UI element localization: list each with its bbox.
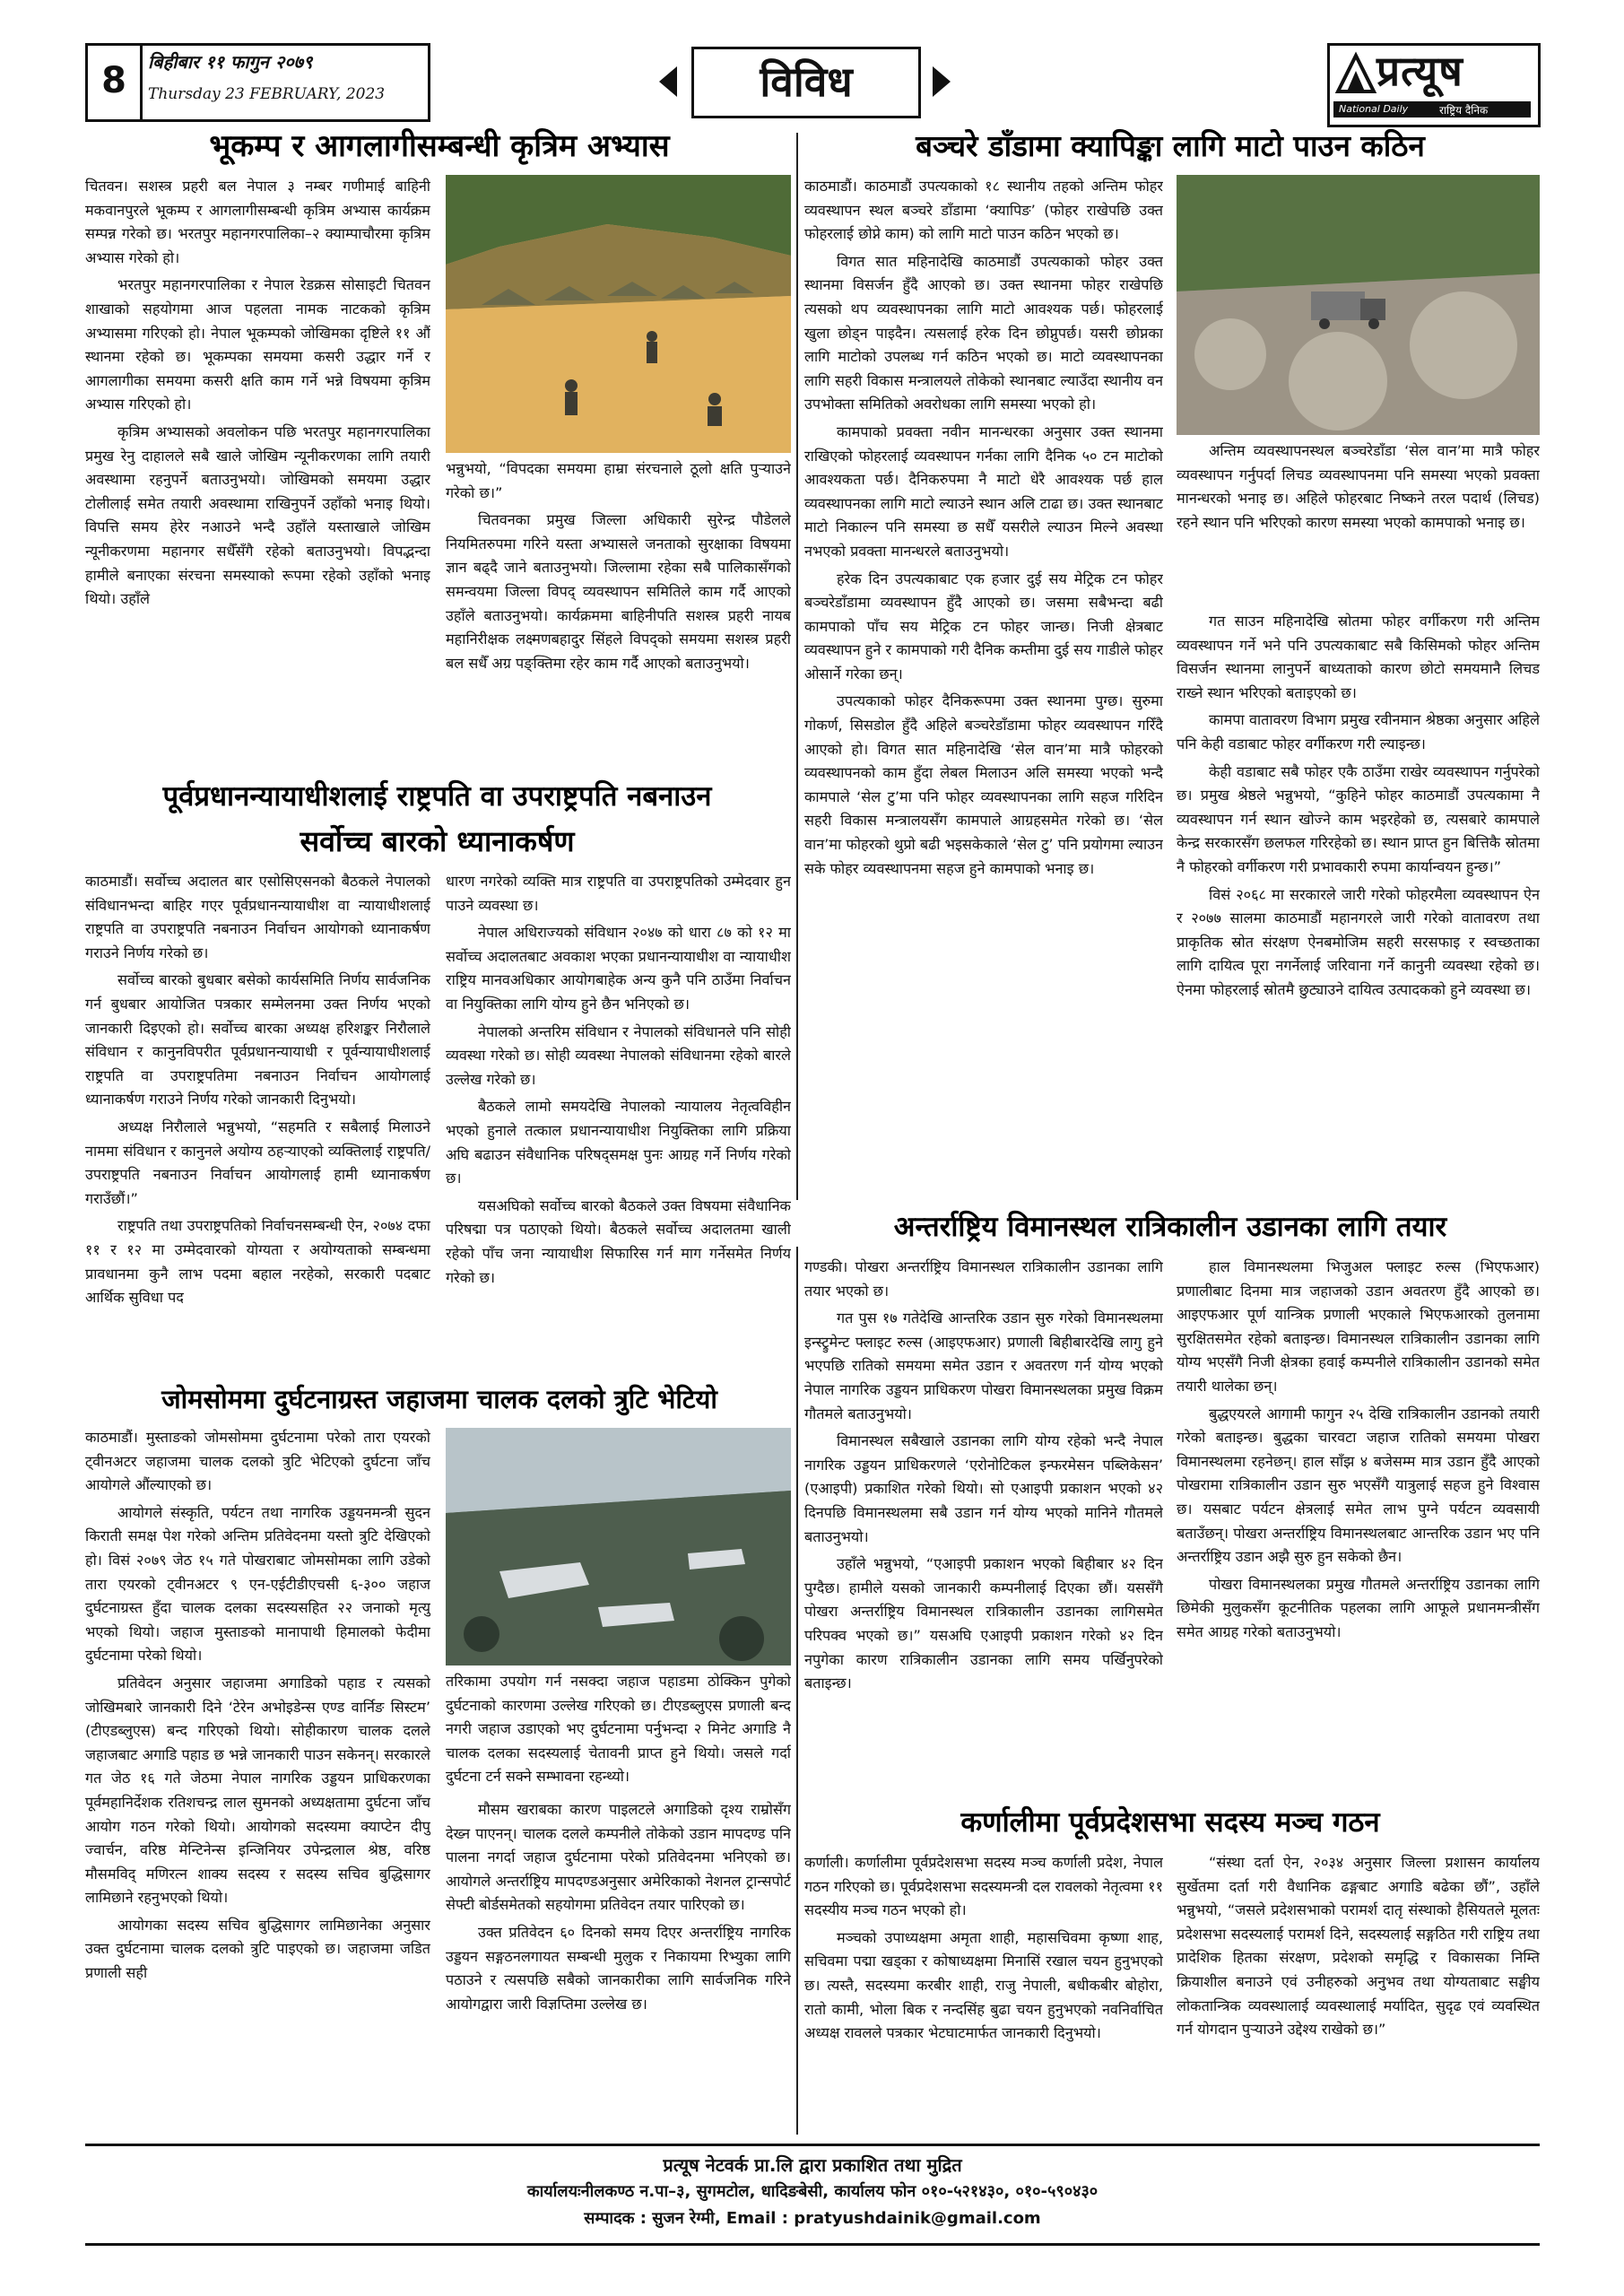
imprint-footer: [85, 2144, 1540, 2246]
logo-sub-nepali: राष्ट्रिय दैनिक: [1439, 104, 1489, 117]
article5-column2: [1177, 1256, 1540, 1794]
article2-paragraph: विसं २०६८ मा सरकारले जारी गरेको फोहरमैला व्यवस्थापन ऐन र २०७७ सालमा काठमाडौं महानगरले जारी गरेको वातावरण तथा प्राकृतिक स्रोत संरक्षण ऐनबमोजिम सहरी सरसफाइ र स्वच्छताका लागि दायित्व पूरा नगर्नेलाई जरिवाना गर्ने कानुनी व्यवस्था रहेको छ। ऐनमा फोहरलाई स्रोतमै छुट्याउने दायित्व उत्पादकको हुने व्यवस्था छ।: [1177, 885, 1540, 998]
logo-name: प्रत्यूष: [1376, 47, 1463, 95]
article3-paragraph: नेपाल अधिराज्यको संविधान २०४७ को धारा ८७ को १२ मा सर्वोच्च अदालतबाट अवकाश भएका प्रधानन्यायाधीश वा न्यायाधीश राष्ट्रिय मानवअधिकार आयोगबाहेक अन्य कुनै पनि ठाउँमा निर्वाचन वा नियुक्तिका लागि योग्य हुने छैन भनिएको छ।: [446, 924, 791, 1013]
article1-headline: भूकम्प र आगलागीसम्बन्धी कृत्रिम अभ्यास: [209, 128, 670, 164]
article1-column2: [446, 457, 791, 821]
article2-caption: अन्तिम व्यवस्थापनस्थल बञ्चरेडाँडा ‘सेल वान’मा मात्रै फोहर व्यवस्थापन गर्नुपर्दा लिचड व्यवस्थापनमा पनि समस्या भएको प्रवक्ता मानन्धरको भनाइ छ। अहिले फोहरबाट निष्कने तरल पदार्थ (लिचड) रहने स्थान पनि भरिएको कारण समस्या भएको कामपाको भनाइ छ।: [1177, 442, 1540, 531]
article2-paragraph: काठमाडौं। काठमाडौं उपत्यकाको १८ स्थानीय तहको अन्तिम फोहर व्यवस्थापन स्थल बञ्चरे डाँडामा ‘क्यापिङ’ (फोहर राखेपछि उक्त फोहरलाई छोप्ने काम) को लागि माटो पाउन कठिन भएको छ।: [804, 178, 1163, 243]
section-nav: [659, 47, 955, 118]
article5-paragraph: गण्डकी। पोखरा अन्तर्राष्ट्रिय विमानस्थल रात्रिकालीन उडानका लागि तयार भएको छ।: [804, 1258, 1163, 1300]
article5-column1: [804, 1256, 1163, 1794]
article2-paragraph: हरेक दिन उपत्यकाबाट एक हजार दुई सय मेट्रिक टन फोहर बञ्चरेडाँडामा व्यवस्थापन हुँदै आएको छ। जसमा सबैभन्दा बढी कामपाको पाँच सय मेट्रिक टन फोहर जान्छ। निजी क्षेत्रबाट व्यवस्थापन हुने र कामपाको गरी दैनिक कम्तीमा दुई सय गाडीले फोहर ओसार्ने गरेका छन्।: [804, 570, 1163, 683]
landfill-site-photo: [1177, 175, 1540, 435]
article3-paragraph: धारण नगरेको व्यक्ति मात्र राष्ट्रपति वा उपराष्ट्रपतिको उम्मेदवार हुन पाउने व्यवस्था छ।: [446, 873, 791, 914]
article2-headline: बञ्चरे डाँडामा क्यापिङ्का लागि माटो पाउन कठिन: [916, 128, 1425, 163]
date-nepali: बिहीबार ११ फागुन २०७९: [148, 51, 313, 73]
article6-column1: [804, 1851, 1163, 2138]
article3-column1: [85, 870, 430, 1372]
article2-paragraph: उपत्यकाको फोहर दैनिकरूपमा उक्त स्थानमा पुग्छ। सुरुमा गोकर्ण, सिसडोल हुँदै अहिले बञ्चरेडाँडामा फोहर व्यवस्थापन गरिँदै आएको हो। विगत सात महिनादेखि ‘सेल वान’मा मात्रै फोहरको व्यवस्थापनको काम हुँदा लेबल मिलाउन अलि समस्या भएको भन्दै कामपाले ‘सेल टु’मा पनि फोहर व्यवस्थापनका लागि सहज गरिदिन सहरी विकास मन्त्रालयसँग कामपाले आग्रहसमेत गरेको छ। ‘सेल वान’मा फोहरको थुप्रो बढी भइसकेकाले ‘सेल टु’ पनि प्रयोगमा ल्याउन सके फोहर व्यवस्थापनमा सहज हुने कामपाको भनाइ छ।: [804, 692, 1163, 877]
footer-publisher: प्रत्यूष नेटवर्क प्रा.लि द्वारा प्रकाशित तथा मुद्रित: [663, 2154, 962, 2176]
article2-paragraph: विगत सात महिनादेखि काठमाडौं उपत्यकाको फोहर उक्त स्थानमा विसर्जन हुँदै आएको छ। उक्त स्थानमा फोहर राखेपछि त्यसको थप व्यवस्थापनका लागि माटो आवश्यक पर्छ। फोहरलाई खुला छोड्न पाइदैन। त्यसलाई हरेक दिन छोप्नुपर्छ। यसरी छोप्नका लागि माटोको उपलब्ध गर्न कठिन भएको छ। माटो व्यवस्थापनका लागि सहरी विकास मन्त्रालयले तोकेको स्थानबाट ल्याउँदा स्थानीय वन उपभोक्ता समितिको अवरोधका लागि समस्या भएको हो।: [804, 252, 1163, 413]
article4-column1: [85, 1426, 430, 2135]
article1-paragraph: भन्नुभयो, “विपदका समयमा हाम्रा संरचनाले ठूलो क्षति पुऱ्याउने गरेको छ।”: [446, 460, 791, 501]
article5-paragraph: गत पुस १७ गतेदेखि आन्तरिक उडान सुरु गरेको विमानस्थलमा इन्स्ट्रुमेन्ट फ्लाइट रुल्स (आइएफआर) प्रणाली बिहीबारदेखि लागु हुने भएपछि रातिको समयमा समेत उडान र अवतरण गर्न योग्य भएको नेपाल नागरिक उड्डयन प्राधिकरण पोखरा विमानस्थलका प्रमुख विक्रम गौतमले बताउनुभयो।: [804, 1309, 1163, 1422]
article4-paragraph: आयोगका सदस्य सचिव बुद्धिसागर लामिछानेका अनुसार उक्त दुर्घटनामा चालक दलको त्रुटि पाइएको छ। जहाजमा जडित प्रणाली सही: [85, 1916, 430, 1982]
article2-paragraph: केही वडाबाट सबै फोहर एकै ठाउँमा राखेर व्यवस्थापन गर्नुपरेको छ। प्रमुख श्रेष्ठले भन्नुभयो, “कुहिने फोहर काठमाडौं उपत्यकामा नै व्यवस्थापन गर्न स्थान खोज्ने काम भइरहेको छ, त्यसबारे कामपाले केन्द्र सरकारसँग छलफल गरिरहेको छ। स्थान प्राप्त हुन बित्तिकै स्रोतमा नै फोहरको वर्गीकरण गरी प्रभावकारी रुपमा कार्यान्वयन हुन्छ।”: [1177, 762, 1540, 875]
right-arrow-icon: [933, 66, 951, 97]
article3-paragraph: सर्वोच्च बारको बुधबार बसेको कार्यसमिति निर्णय सार्वजनिक गर्न बुधबार आयोजित पत्रकार सम्मेलनमा उक्त निर्णय भएको जानकारी दिइएको हो। सर्वोच्च बारका अध्यक्ष हरिशङ्कर निरौलाले संविधान र कानुनविपरीत पूर्वप्रधानन्यायाधी र पूर्वन्यायाधीशलाई राष्ट्रपति वा उपराष्ट्रपतिमा नबनाउन निर्वाचन आयोगलाई ध्यानाकर्षण गराउने निर्णय गरेको जानकारी दिनुभयो।: [85, 971, 430, 1109]
article3-paragraph: बैठकले लामो समयदेखि नेपालको न्यायालय नेतृत्वविहीन भएको हुनाले तत्काल प्रधानन्यायाधीश नियुक्तिका लागि प्रक्रिया अघि बढाउन संवैधानिक परिषद्समक्ष पुनः आग्रह गर्ने निर्णय गरेको छ।: [446, 1098, 791, 1187]
article5-paragraph: पोखरा विमानस्थलका प्रमुख गौतमले अन्तर्राष्ट्रिय उडानका लागि छिमेकी मुलुकसँग कूटनीतिक पहलका लागि आफूले प्रधानमन्त्रीसँग समेत आग्रह गरेको बताउनुभयो।: [1177, 1575, 1540, 1640]
article5-paragraph: बुद्धएयरले आगामी फागुन २५ देखि रात्रिकालीन उडानको तयारी गरेको बताइन्छ। बुद्धका चारवटा जहाज रातिको समयमा पोखरा विमानस्थलमा रहनेछन्। हाल साँझ ४ बजेसम्म मात्र उडान हुँदै आएको पोखरामा रात्रिकालीन उडान सुरु भएसँगै यात्रुलाई सहज हुने विश्वास छ। यसबाट पर्यटन क्षेत्रलाई समेत लाभ पुग्ने पर्यटन व्यवसायी बताउँछन्। पोखरा अन्तर्राष्ट्रिय विमानस्थलबाट आन्तरिक उडान भए पनि अन्तर्राष्ट्रिय उडान अझै सुरु हुन सकेको छैन।: [1177, 1405, 1540, 1566]
masthead: [85, 43, 1538, 124]
article3-subheadline: सर्वोच्च बारको ध्यानाकर्षण: [300, 824, 575, 858]
date-english: Thursday 23 FEBRUARY, 2023: [148, 85, 386, 103]
page-number-box: [85, 43, 143, 122]
article4-headline: जोमसोममा दुर्घटनाग्रस्त जहाजमा चालक दलको त्रुटि भेटियो: [161, 1384, 717, 1414]
plane-wreckage-photo: [446, 1428, 791, 1665]
logo-emblem-icon: [1333, 51, 1378, 96]
page-number: 8: [101, 60, 126, 101]
article5-headline: अन्तर्राष्ट्रिय विमानस्थल रात्रिकालीन उडानका लागि तयार: [893, 1211, 1447, 1243]
article1-paragraph: चितवनका प्रमुख जिल्ला अधिकारी सुरेन्द्र पौडेलले नियमितरुपमा गरिने यस्ता अभ्यासले जनताको सुरक्षाका विषयमा ज्ञान बढ्दै जाने बताउनुभयो। जिल्लामा रहेका सबै पालिकासँगको समन्वयमा जिल्ला विपद् व्यवस्थापन समितिले काम गर्दै आएको उहाँले बताउनुभयो। कार्यक्रममा बाहिनीपति सशस्त्र प्रहरी नायब महानिरीक्षक लक्ष्मणबहादुर सिंहले विपद्को समयमा सशस्त्र प्रहरी बल सधैँ अग्र पङ्क्तिमा रहेर काम गर्दै आएको बताउनुभयो।: [446, 511, 791, 672]
article1-paragraph: चितवन। सशस्त्र प्रहरी बल नेपाल ३ नम्बर गणीमाई बाहिनी मकवानपुरले भूकम्प र आगलागीसम्बन्धी कृत्रिम अभ्यास कार्यक्रम सम्पन्न गरेको छ। भरतपुर महानगरपालिका–२ क्याम्पाचौरमा कृत्रिम अभ्यास गरेको हो।: [85, 178, 430, 266]
article5-paragraph: विमानस्थल सबैखाले उडानका लागि योग्य रहेको भन्दै नेपाल नागरिक उड्डयन प्राधिकरणले ‘एरोनोटिकल इन्फरमेसन पब्लिकेसन’ (एआइपी) प्रकाशित गरेको थियो। सो एआइपी प्रकाशन भएको ४२ दिनपछि विमानस्थलमा सबै उडान गर्न योग्य भएको मानिने गौतमले बताउनुभयो।: [804, 1432, 1163, 1545]
article3-paragraph: राष्ट्रपति तथा उपराष्ट्रपतिको निर्वाचनसम्बन्धी ऐन, २०७४ दफा ११ र १२ मा उम्मेदवारको योग्यता र अयोग्यताको सम्बन्धमा प्रावधानमा कुनै लाभ पदमा बहाल नरहेको, सरकारी पदबाट आर्थिक सुविधा पद: [85, 1217, 430, 1307]
logo-sub-english: National Daily: [1339, 103, 1409, 115]
date-box: [141, 43, 430, 122]
logo-bar: [1333, 101, 1531, 117]
article3-headline: पूर्वप्रधानन्यायाधीशलाई राष्ट्रपति वा उपराष्ट्रपति नबनाउन: [162, 780, 712, 813]
article3-paragraph: नेपालको अन्तरिम संविधान र नेपालको संविधानले पनि सोही व्यवस्था गरेको छ। सोही व्यवस्था नेपालको संविधानमा रहेको बारले उल्लेख गरेको छ।: [446, 1022, 791, 1088]
article2-paragraph: कामपा वातावरण विभाग प्रमुख रवीनमान श्रेष्ठका अनुसार अहिले पनि केही वडाबाट फोहर वर्गीकरण गरी ल्याइन्छ।: [1177, 711, 1540, 752]
left-arrow-icon: [659, 66, 677, 97]
article4-paragraph: काठमाडौं। मुस्ताङको जोमसोममा दुर्घटनामा परेको तारा एयरको ट्वीनअटर जहाजमा चालक दलको त्रुटि भेटिएको दुर्घटना जाँच आयोगले औंल्याएको छ।: [85, 1429, 430, 1494]
section-title: विविध: [760, 57, 853, 106]
article1-paragraph: कृत्रिम अभ्यासको अवलोकन पछि भरतपुर महानगरपालिका प्रमुख रेनु दाहालले सबै खाले जोखिम न्यूनीकरणका लागि तयारी अवस्थामा रहनुपर्ने बताउनुभयो। जोखिमको समयमा उद्धार टोलीलाई समेत तयारी अवस्थामा राखिनुपर्ने उहाँको भनाइ थियो। विपत्ति समय हेरेर नआउने भन्दै उहाँले यस्ताखाले जोखिम न्यूनीकरणमा महानगर सधैँसँगै रहेको बताउनुभयो। विपद्भन्दा हामीले बनाएका संरचना समस्याको रूपमा रहेको उहाँको भनाइ थियो। उहाँले: [85, 422, 430, 608]
article1-column1: [85, 175, 430, 821]
article4-column2: [446, 1798, 791, 2135]
footer-address: कार्यालयःनीलकण्ठ न.पा–३, सुगमटोल, धादिङबेसी, कार्यालय फोन ०१०-५२१४३०, ०१०-५९०४३०: [526, 2182, 1099, 2201]
column-divider: [796, 1247, 798, 2135]
article6-column2: [1177, 1851, 1540, 2138]
article3-paragraph: यसअघिको सर्वोच्च बारको बैठकले उक्त विषयमा संवैधानिक परिषद्मा पत्र पठाएको थियो। बैठकले सर्वोच्च अदालतमा खाली रहेको पाँच जना न्यायाधीश सिफारिस गर्न माग गर्नेसमेत निर्णय गरेको छ।: [446, 1196, 791, 1286]
article2-paragraph: कामपाको प्रवक्ता नवीन मानन्धरका अनुसार उक्त स्थानमा राखिएको फोहरलाई व्यवस्थापन गर्नका लागि दैनिक ५० टन माटोको आवश्यकता पर्छ। दैनिकरुपमा नै माटो धेरै आवश्यक पर्छ हाल व्यवस्थापनका लागि माटो ल्याउने स्थान अलि टाढा छ। उक्त स्थानबाट माटो निकाल्न पनि समस्या छ सधैँ यसरीले ल्याउन मिल्ने अवस्था नभएको प्रवक्ता मानन्धरले बताउनुभयो।: [804, 422, 1163, 560]
article6-paragraph: मञ्चको उपाध्यक्षमा अमृता शाही, महासचिवमा कृष्णा शाह, सचिवमा पद्मा खड्का र कोषाध्यक्षमा मिनासिं रखाल चयन हुनुभएको छ। त्यस्तै, सदस्यमा करबीर शाही, राजु नेपाली, बधीकबीर बोहोरा, रातो कामी, भोला बिक र नन्दसिंह बुढा चयन हुनुभएको नवनिर्वाचित अध्यक्ष रावलले पत्रकार भेटघाटमार्फत जानकारी दिनुभयो।: [804, 1928, 1163, 2042]
article4-paragraph: प्रतिवेदन अनुसार जहाजमा अगाडिको पहाड र त्यसको जोखिमबारे जानकारी दिने ‘टेरेन अभोइडेन्स एण्ड वार्निङ सिस्टम’ (टीएडब्लुएस) बन्द गरिएको थियो। सोहीकारण चालक दलले जहाजबाट अगाडि पहाड छ भन्ने जानकारी पाउन सकेनन्। सरकारले गत जेठ १६ गते जेठमा नेपाल नागरिक उड्डयन प्राधिकरणका पूर्वमहानिर्देशक रतिशचन्द्र लाल सुमनको अध्यक्षतामा दुर्घटना जाँच आयोग गठन गरेको थियो। आयोगको सदस्यमा क्याप्टेन दीपु ज्वार्चन, वरिष्ठ मेन्टिनेन्स इन्जिनियर उपेन्द्रलाल श्रेष्ठ, वरिष्ठ मौसमविद् मणिरत्न शाक्य सदस्य र सदस्य सचिव बुद्धिसागर लामिछाने रहनुभएको थियो।: [85, 1674, 430, 1907]
article6-paragraph: “संस्था दर्ता ऐन, २०३४ अनुसार जिल्ला प्रशासन कार्यालय सुर्खेतमा दर्ता गरी वैधानिक ढङ्गबाट अगाडि बढेका छौं”, उहाँले भन्नुभयो, “जसले प्रदेशसभाको परामर्श दातृ संस्थाको हैसियतले मूलतः प्रदेशसभा सदस्यलाई परामर्श दिने, सदस्यलाई सङ्गठित गरी राष्ट्रिय तथा प्रादेशिक हितका संरक्षण, प्रदेशको समृद्धि र विकासका निम्ति क्रियाशील बनाउने एवं उनीहरुको अनुभव तथा योग्यताबाट सङ्घीय लोकतान्त्रिक व्यवस्थालाई व्यवस्थालाई मर्यादित, सुदृढ एवं व्यवस्थित गर्न योगदान पुऱ्याउने उद्देश्य राखेको छ।”: [1177, 1854, 1540, 2039]
footer-editor: सम्पादक : सुजन रेग्मी, Email : pratyushdainik@gmail.com: [584, 2209, 1041, 2228]
article2-column2: [1177, 610, 1540, 1202]
article4-paragraph: मौसम खराबका कारण पाइलटले अगाडिको दृश्य राम्रोसँग देख्न पाएनन्। चालक दलले कम्पनीले तोकेको उडान मापदण्ड पनि पालना नगर्दा जहाज दुर्घटनामा परेको प्रतिवेदनमा भनिएको छ। आयोगले अन्तर्राष्ट्रिय मापदण्डअनुसार अमेरिकाको नेशनल ट्रान्सपोर्ट सेफ्टी बोर्डसमेतको सहयोगमा प्रतिवेदन तयार पारिएको छ।: [446, 1801, 791, 1914]
article3-paragraph: काठमाडौं। सर्वोच्च अदालत बार एसोसिएसनको बैठकले नेपालको संविधानभन्दा बाहिर गएर पूर्वप्रधानन्यायाधीश वा न्यायाधीशलाई राष्ट्रपति वा उपराष्ट्रपति नबनाउन निर्वाचन आयोगको ध्यानाकर्षण गराउने निर्णय गरेको छ।: [85, 873, 430, 961]
article2-paragraph: गत साउन महिनादेखि स्रोतमा फोहर वर्गीकरण गरी अन्तिम व्यवस्थापन गर्ने भने पनि उपत्यकाबाट सबै किसिमको फोहर अन्तिम विसर्जन स्थानमा लानुपर्ने बाध्यताको कारण छोटो समयमानै लिचड राख्ने स्थान भरिएको बताइएको छ।: [1177, 613, 1540, 701]
article6-headline: कर्णालीमा पूर्वप्रदेशसभा सदस्य मञ्च गठन: [960, 1806, 1380, 1839]
military-drill-photo: [446, 175, 791, 453]
article5-paragraph: हाल विमानस्थलमा भिजुअल फ्लाइट रुल्स (भिएफआर) प्रणालीबाट दिनमा मात्र जहाजको उडान अवतरण हुँदै आएको छ। आइएफआर पूर्ण यान्त्रिक प्रणाली भएकाले भिएफआरको तुलनामा सुरक्षितसमेत रहेको बताइन्छ। विमानस्थल रात्रिकालीन उडानका लागि योग्य भएसँगै निजी क्षेत्रका हवाई कम्पनीले रात्रिकालीन उडानको समेत तयारी थालेका छन्।: [1177, 1258, 1540, 1395]
section-title-box: [691, 47, 921, 118]
article4-paragraph: आयोगले संस्कृति, पर्यटन तथा नागरिक उड्डयनमन्त्री सुदन किराती समक्ष पेश गरेको अन्तिम प्रतिवेदनमा यस्तो त्रुटि देखिएको हो। विसं २०७९ जेठ १५ गते पोखराबाट जोमसोमका लागि उडेको तारा एयरको ट्वीनअटर ९ एन-एईटीडीएचसी ६-३०० जहाज दुर्घटनाग्रस्त हुँदा चालक दलका सदस्यसहित २२ जनाको मृत्यु भएको थियो। जहाज मुस्ताङको मानापाथी हिमालको फेदीमा दुर्घटनामा परेको थियो।: [85, 1503, 430, 1665]
article1-paragraph: भरतपुर महानगरपालिका र नेपाल रेडक्रस सोसाइटी चितवन शाखाको सहयोगमा आज पहलता नामक नाटकको कृत्रिम अभ्यासमा गरिएको हो। नेपाल भूकम्पको जोखिमका दृष्टिले ११ औं स्थानमा रहेको छ। भूकम्पका समयमा कसरी उद्धार गर्ने र आगलागीका समयमा कसरी क्षति काम गर्ने भन्ने विषयमा कृत्रिम अभ्यास गरिएको हो।: [85, 276, 430, 413]
column-divider: [796, 133, 798, 1200]
article4-paragraph: उक्त प्रतिवेदन ६० दिनको समय दिएर अन्तर्राष्ट्रिय नागरिक उड्डयन सङ्गठनलगायत सम्बन्धी मुलुक र निकायमा रिभ्युका लागि पठाउने र त्यसपछि सबैको जानकारीका लागि सार्वजनिक गरिने आयोगद्वारा जारी विज्ञप्तिमा उल्लेख छ।: [446, 1923, 791, 2013]
newspaper-logo: [1327, 43, 1541, 127]
article5-paragraph: उहाँले भन्नुभयो, “एआइपी प्रकाशन भएको बिहीबार ४२ दिन पुग्दैछ। हामीले यसको जानकारी कम्पनीलाई दिएका छौं। यससँगै पोखरा अन्तर्राष्ट्रिय विमानस्थल रात्रिकालीन उडानका लागिसमेत परिपक्व भएको छ।” यसअघि एआइपी प्रकाशन गरेको ४२ दिन नपुगेका कारण रात्रिकालीन उडानका लागि समय पर्खिनुपरेको बताइन्छ।: [804, 1555, 1163, 1692]
article6-paragraph: कर्णाली। कर्णालीमा पूर्वप्रदेशसभा सदस्य मञ्च कर्णाली प्रदेश, नेपाल गठन गरिएको छ। पूर्वप्रदेशसभा सदस्यमन्त्री दल रावलको नेतृत्वमा ११ सदस्यीय मञ्च गठन भएको हो।: [804, 1854, 1163, 1919]
article4-caption: तरिकामा उपयोग गर्न नसक्दा जहाज पहाडमा ठोक्किन पुगेको दुर्घटनाको कारणमा उल्लेख गरिएको छ। टीएडब्लुएस प्रणाली बन्द नगरी जहाज उडाएको भए दुर्घटनामा पर्नुभन्दा २ मिनेट अगाडि नै चालक दलका सदस्यलाई चेतावनी प्राप्त हुने थियो। जसले गर्दा दुर्घटना टर्न सक्ने सम्भावना रहन्थ्यो।: [446, 1673, 791, 1786]
article3-paragraph: अध्यक्ष निरौलाले भन्नुभयो, “सहमति र सबैलाई मिलाउने नाममा संविधान र कानुनले अयोग्य ठहऱ्याएको व्यक्तिलाई राष्ट्रपति/उपराष्ट्रपति नबनाउन निर्वाचन आयोगलाई हामी ध्यानाकर्षण गराउँछौं।”: [85, 1118, 430, 1207]
article2-column1: [804, 175, 1163, 1202]
article3-column2: [446, 870, 791, 1372]
